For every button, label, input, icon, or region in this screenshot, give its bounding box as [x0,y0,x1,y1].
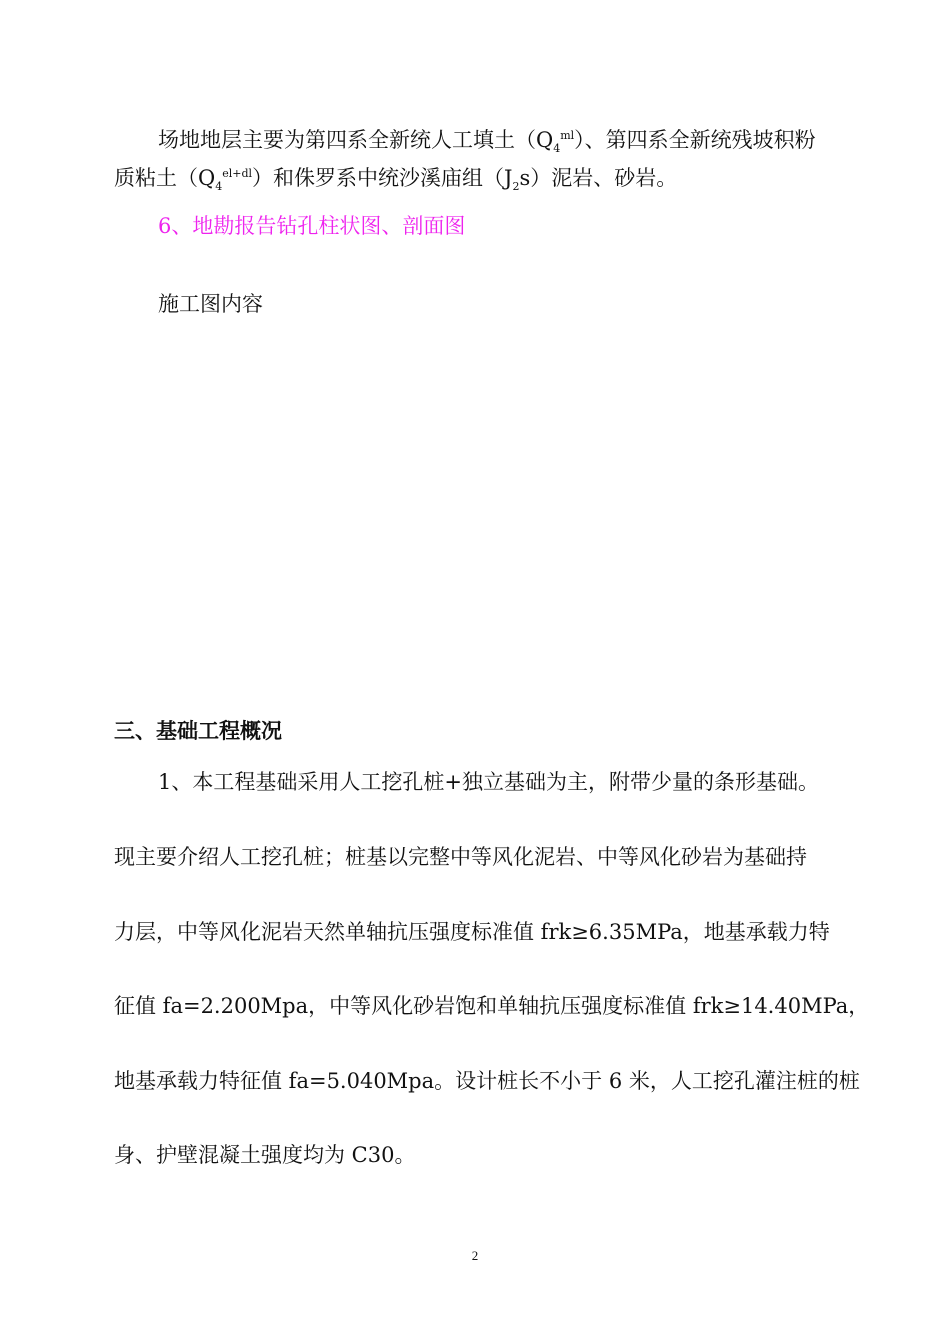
strata-text-b: ）、第四系全新统残坡积粉 [574,128,816,152]
body-line-4: 征值 fa=2.200Mpa，中等风化砂岩饱和单轴抗压强度标准值 frk≥14.40MPa， [114,994,870,1018]
q-subscript: 4 [553,142,561,156]
strata-text-d: ）和侏罗系中统沙溪庙组（J [252,166,513,190]
page-number: 2 [471,1248,479,1263]
q-subscript: 4 [215,180,223,194]
strata-text-c: 质粘土（Q [114,166,216,190]
paragraph-strata-line2 [114,164,874,192]
paragraph-strata-line1 [158,126,918,154]
construction-drawings-label: 施工图内容 [158,292,263,316]
strata-text-e: s）泥岩、砂岩。 [519,166,678,190]
body-line-5: 地基承载力特征值 fa=5.040Mpa。设计桩长不小于 6 米，人工挖孔灌注桩的桩 [114,1069,860,1093]
section-title-foundation: 三、基础工程概况 [114,718,282,743]
body-line-2: 现主要介绍人工挖孔桩；桩基以完整中等风化泥岩、中等风化砂岩为基础持 [114,845,807,869]
q-superscript: el+dl [222,167,253,180]
body-line-3: 力层，中等风化泥岩天然单轴抗压强度标准值 frk≥6.35MPa，地基承载力特 [114,920,830,944]
q-superscript: ml [560,129,575,142]
body-line-6: 身、护壁混凝土强度均为 C30。 [114,1143,416,1167]
j-subscript: 2 [512,180,520,194]
strata-text-a: 场地地层主要为第四系全新统人工填土（Q [158,128,554,152]
heading-survey-report: 6、地勘报告钻孔柱状图、剖面图 [158,214,466,238]
body-line-1: 1、本工程基础采用人工挖孔桩+独立基础为主，附带少量的条形基础。 [158,770,819,794]
